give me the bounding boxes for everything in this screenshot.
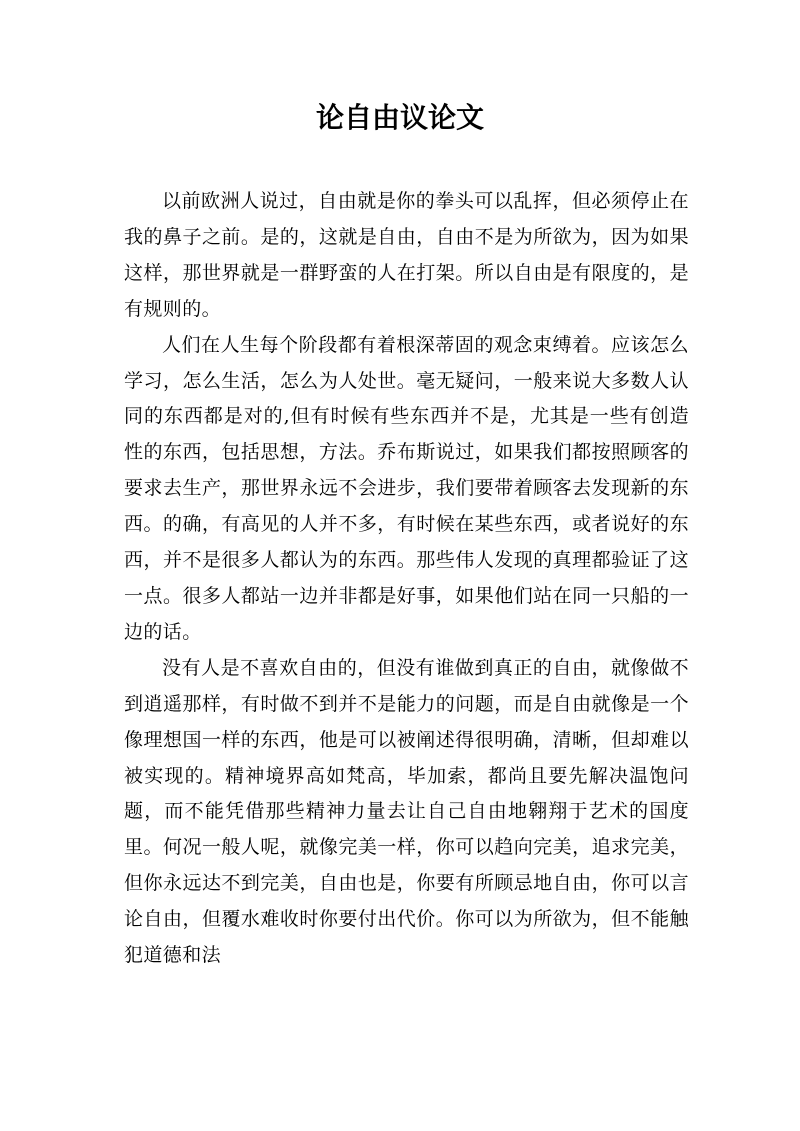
paragraph-3: 没有人是不喜欢自由的，但没有谁做到真正的自由，就像做不到逍遥那样，有时做不到并不是能力的问题，而是自由就像是一个像理想国一样的东西，他是可以被阐述得很明确，清晰，但却难以被实现的。精神境界高如梵高，毕加索，都尚且要先解决温饱问题，而不能凭借那些精神力量去让自己自由地翱翔于艺术的国度里。何况一般人呢，就像完美一样，你可以趋向完美，追求完美，但你永远达不到完美，自由也是，你要有所顾忌地自由，你可以言论自由，但覆水难收时你要付出代价。你可以为所欲为，但不能触犯道德和法	[124, 656, 689, 967]
document-body	[124, 184, 689, 974]
paragraph-1: 以前欧洲人说过，自由就是你的拳头可以乱挥，但必须停止在我的鼻子之前。是的，这就是自由，自由不是为所欲为，因为如果这样，那世界就是一群野蛮的人在打架。所以自由是有限度的，是有规则的。	[124, 190, 689, 320]
document-title: 论自由议论文	[315, 101, 484, 134]
paragraph-2: 人们在人生每个阶段都有着根深蒂固的观念束缚着。应该怎么学习，怎么生活，怎么为人处世。毫无疑问，一般来说大多数人认同的东西都是对的,但有时候有些东西并不是，尤其是一些有创造性的东西，包括思想，方法。乔布斯说过，如果我们都按照顾客的要求去生产，那世界永远不会进步，我们要带着顾客去发现新的东西。的确，有高见的人并不多，有时候在某些东西，或者说好的东西，并不是很多人都认为的东西。那些伟人发现的真理都验证了这一点。很多人都站一边并非都是好事，如果他们站在同一只船的一边的话。	[124, 333, 689, 643]
